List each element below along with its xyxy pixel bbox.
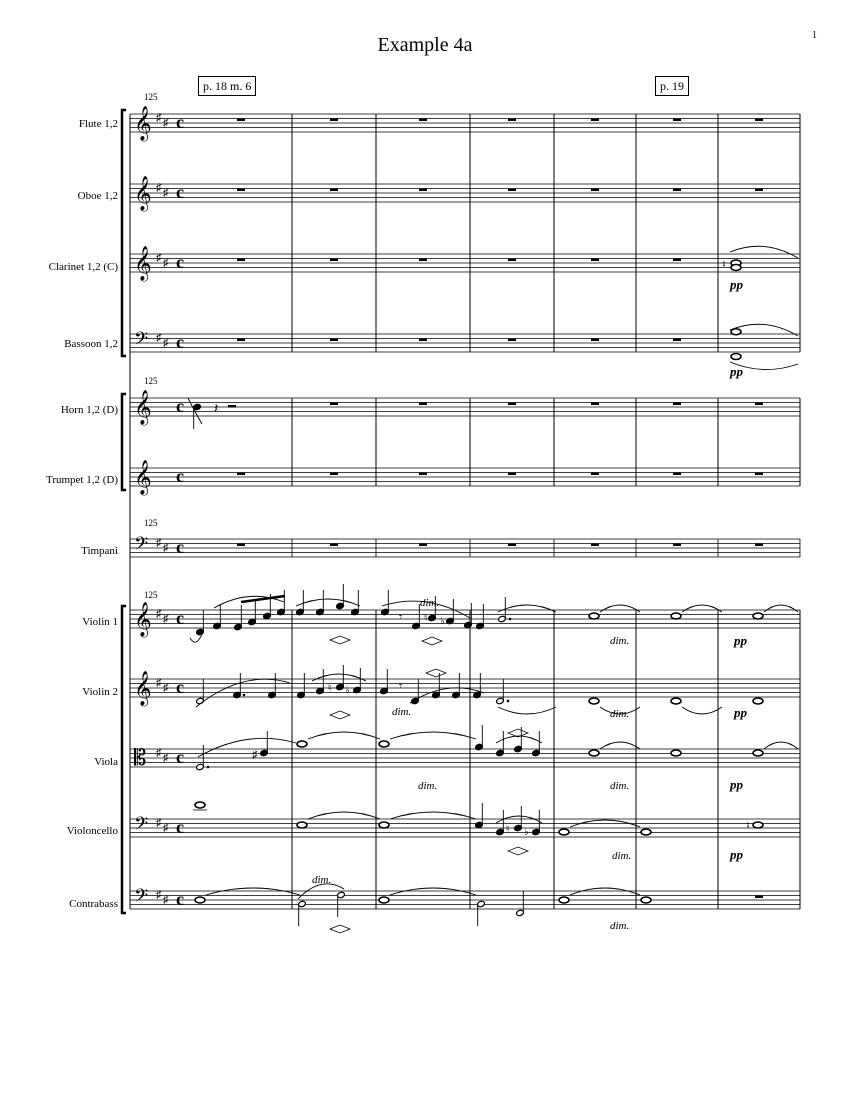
- pp-marking: pp: [730, 847, 743, 862]
- whole-note: [753, 750, 763, 756]
- rest-icon: 𝄾: [399, 679, 403, 693]
- slur: [390, 732, 476, 739]
- rest-icon: [330, 473, 338, 476]
- slur: [188, 398, 202, 424]
- whole-note: [641, 829, 651, 835]
- dim-marking: dim.: [420, 597, 440, 609]
- bass-clef-icon: 𝄢: [134, 328, 149, 353]
- rehearsal-mark-2: p. 19: [655, 76, 689, 96]
- page-number: 1: [812, 30, 817, 41]
- dot: [507, 700, 510, 703]
- common-time-icon: c: [176, 537, 184, 557]
- whole-note: [671, 613, 681, 619]
- rest-icon: 𝄽: [214, 402, 219, 417]
- flat-icon: ♭: [440, 616, 445, 627]
- rest-icon: [673, 259, 681, 262]
- dot: [243, 694, 246, 697]
- hairpin-icon: [422, 637, 442, 645]
- whole-note: [559, 897, 569, 903]
- bracket: [122, 606, 126, 913]
- sharp-icon: ♯: [163, 337, 169, 349]
- sharp-icon: ♯: [156, 537, 162, 549]
- sharp-icon: ♯: [156, 747, 162, 759]
- bracket: [122, 394, 126, 490]
- rest-icon: [673, 339, 681, 342]
- rest-icon: [508, 544, 516, 547]
- whole-note: [195, 802, 205, 808]
- pp-marking: pp: [734, 633, 747, 648]
- rest-icon: [508, 339, 516, 342]
- slur: [600, 605, 640, 612]
- bracket: [122, 110, 126, 356]
- rest-icon: [228, 405, 236, 408]
- common-time-icon: c: [176, 182, 184, 202]
- whole-note: [195, 897, 205, 903]
- common-time-icon: c: [176, 817, 184, 837]
- sharp-icon: ♯: [156, 182, 162, 194]
- rest-icon: [419, 473, 427, 476]
- rest-icon: [673, 189, 681, 192]
- rest-icon: [419, 119, 427, 122]
- dot: [207, 766, 210, 769]
- instrument-label: Violoncello: [66, 825, 118, 837]
- slur: [764, 742, 798, 749]
- rest-icon: [237, 119, 245, 122]
- treble-clef-icon: 𝄞: [134, 461, 152, 494]
- instrument-label: Trumpet 1,2 (D): [45, 474, 118, 486]
- treble-clef-icon: 𝄞: [134, 672, 152, 705]
- sharp-icon: ♯: [163, 187, 169, 199]
- dim-marking: dim.: [612, 850, 632, 862]
- natural-icon: ♮: [424, 613, 428, 624]
- common-time-icon: c: [176, 252, 184, 272]
- whole-note: [589, 750, 599, 756]
- rest-icon: 𝄾: [399, 610, 403, 624]
- whole-note: [379, 822, 389, 828]
- dim-marking: dim.: [610, 635, 630, 647]
- slur: [206, 888, 300, 895]
- slur: [390, 888, 476, 895]
- measure-number: 125: [144, 376, 158, 386]
- treble-clef-icon: 𝄞: [134, 177, 152, 210]
- alto-clef-icon: 𝄡: [134, 745, 147, 770]
- pp-marking: pp: [734, 705, 747, 720]
- instrument-label: Clarinet 1,2 (C): [48, 261, 118, 273]
- common-time-icon: c: [176, 112, 184, 132]
- rest-icon: [330, 189, 338, 192]
- sharp-icon: ♯: [163, 682, 169, 694]
- whole-note: [559, 829, 569, 835]
- sharp-icon: ♯: [163, 613, 169, 625]
- common-time-icon: c: [176, 747, 184, 767]
- rest-icon: [419, 403, 427, 406]
- instrument-label: Bassoon 1,2: [64, 338, 118, 350]
- bass-clef-icon: 𝄢: [134, 533, 149, 558]
- rest-icon: [419, 544, 427, 547]
- slur: [498, 605, 556, 612]
- instrument-label: Violin 2: [82, 686, 118, 698]
- slur: [682, 605, 722, 612]
- rest-icon: [237, 473, 245, 476]
- rest-icon: [508, 473, 516, 476]
- rest-icon: [755, 896, 763, 899]
- slur: [312, 674, 366, 681]
- rest-icon: [755, 119, 763, 122]
- flat-icon: ♭: [524, 827, 529, 838]
- dim-marking: dim.: [392, 706, 412, 718]
- hairpin-icon: [330, 925, 350, 933]
- common-time-icon: c: [176, 677, 184, 697]
- dim-marking: dim.: [610, 920, 630, 932]
- pp-marking: pp: [730, 277, 743, 292]
- slur: [730, 246, 798, 258]
- sharp-icon: ♯: [156, 608, 162, 620]
- rest-icon: [673, 473, 681, 476]
- rest-icon: [508, 403, 516, 406]
- rest-icon: [508, 259, 516, 262]
- rest-icon: [755, 473, 763, 476]
- slur: [570, 888, 640, 895]
- rest-icon: [419, 339, 427, 342]
- slur: [298, 884, 344, 899]
- sharp-icon: ♯: [163, 257, 169, 269]
- rest-icon: [591, 339, 599, 342]
- natural-icon: ♮: [506, 824, 510, 835]
- rest-icon: [673, 119, 681, 122]
- bass-clef-icon: 𝄢: [134, 885, 149, 910]
- measure-number: 125: [144, 590, 158, 600]
- sharp-icon: ♯: [163, 822, 169, 834]
- whole-note: [379, 741, 389, 747]
- rest-icon: [330, 403, 338, 406]
- rest-icon: [330, 544, 338, 547]
- sharp-icon: ♯: [156, 889, 162, 901]
- slur: [296, 599, 360, 606]
- whole-note: [753, 822, 763, 828]
- rest-icon: [419, 259, 427, 262]
- slur: [764, 605, 798, 612]
- slur: [308, 812, 380, 819]
- rest-icon: [330, 119, 338, 122]
- rest-icon: [673, 544, 681, 547]
- rest-icon: [591, 544, 599, 547]
- natural-icon: ♮: [746, 820, 750, 832]
- page-title: Example 4a: [377, 34, 473, 56]
- pp-marking: pp: [730, 364, 743, 379]
- slur: [498, 707, 556, 714]
- rest-icon: [508, 189, 516, 192]
- measure-number: 125: [144, 92, 158, 102]
- treble-clef-icon: 𝄞: [134, 391, 152, 424]
- whole-note: [671, 750, 681, 756]
- whole-note: [671, 698, 681, 704]
- sharp-icon: ♯: [163, 542, 169, 554]
- measure-number: 125: [144, 518, 158, 528]
- sharp-icon: ♯: [156, 112, 162, 124]
- rest-icon: [237, 544, 245, 547]
- rest-icon: [330, 259, 338, 262]
- sharp-icon: ♯: [156, 332, 162, 344]
- slur: [198, 738, 296, 757]
- slur: [390, 812, 476, 819]
- whole-note: [731, 354, 741, 360]
- natural-icon: ♮: [328, 683, 332, 694]
- treble-clef-icon: 𝄞: [134, 107, 152, 140]
- slur: [682, 707, 722, 714]
- whole-note: [589, 613, 599, 619]
- whole-note: [641, 897, 651, 903]
- dim-marking: dim.: [610, 780, 630, 792]
- sharp-icon: ♯: [156, 677, 162, 689]
- rest-icon: [673, 403, 681, 406]
- whole-note: [753, 613, 763, 619]
- dim-marking: dim.: [418, 780, 438, 792]
- rehearsal-mark-1: p. 18 m. 6: [198, 76, 256, 96]
- whole-note: [731, 329, 741, 335]
- common-time-icon: c: [176, 396, 184, 416]
- rest-icon: [591, 119, 599, 122]
- instrument-label: Oboe 1,2: [77, 190, 118, 202]
- rest-icon: [330, 339, 338, 342]
- dot: [509, 618, 512, 621]
- common-time-icon: c: [176, 466, 184, 486]
- flat-icon: ♭: [345, 685, 350, 696]
- whole-note: [753, 698, 763, 704]
- instrument-label: Violin 1: [82, 616, 118, 628]
- slur: [308, 732, 380, 739]
- hairpin-icon: [426, 669, 446, 677]
- rest-icon: [419, 189, 427, 192]
- whole-note: [731, 265, 741, 271]
- rest-icon: [591, 403, 599, 406]
- common-time-icon: c: [176, 332, 184, 352]
- hairpin-icon: [330, 711, 350, 719]
- hairpin-icon: [330, 636, 350, 644]
- slur: [600, 742, 640, 749]
- rest-icon: [237, 339, 245, 342]
- rest-icon: [508, 119, 516, 122]
- common-time-icon: c: [176, 608, 184, 628]
- rest-icon: [591, 473, 599, 476]
- sharp-icon: ♯: [163, 752, 169, 764]
- dim-marking: dim.: [312, 874, 332, 886]
- sharp-icon: ♯: [156, 252, 162, 264]
- sharp-icon: ♯: [163, 894, 169, 906]
- treble-clef-icon: 𝄞: [134, 247, 152, 280]
- instrument-label: Timpani: [81, 545, 118, 557]
- rest-icon: [755, 189, 763, 192]
- instrument-label: Flute 1,2: [78, 118, 118, 130]
- rest-icon: [755, 403, 763, 406]
- rest-icon: [591, 189, 599, 192]
- natural-icon: ♮: [722, 259, 726, 271]
- sharp-icon: ♯: [163, 117, 169, 129]
- instrument-label: Horn 1,2 (D): [60, 404, 118, 416]
- bass-clef-icon: 𝄢: [134, 813, 149, 838]
- instrument-label: Contrabass: [69, 898, 118, 910]
- rest-icon: [755, 544, 763, 547]
- hairpin-icon: [508, 847, 528, 855]
- instrument-label: Viola: [94, 756, 118, 768]
- whole-note: [379, 897, 389, 903]
- rest-icon: [237, 259, 245, 262]
- pp-marking: pp: [730, 777, 743, 792]
- rest-icon: [237, 189, 245, 192]
- sharp-icon: ♯: [156, 817, 162, 829]
- whole-note: [297, 741, 307, 747]
- treble-clef-icon: 𝄞: [134, 603, 152, 636]
- whole-note: [297, 822, 307, 828]
- dim-marking: dim.: [610, 708, 630, 720]
- rest-icon: [591, 259, 599, 262]
- sharp-icon: ♯: [252, 749, 258, 761]
- common-time-icon: c: [176, 889, 184, 909]
- whole-note: [589, 698, 599, 704]
